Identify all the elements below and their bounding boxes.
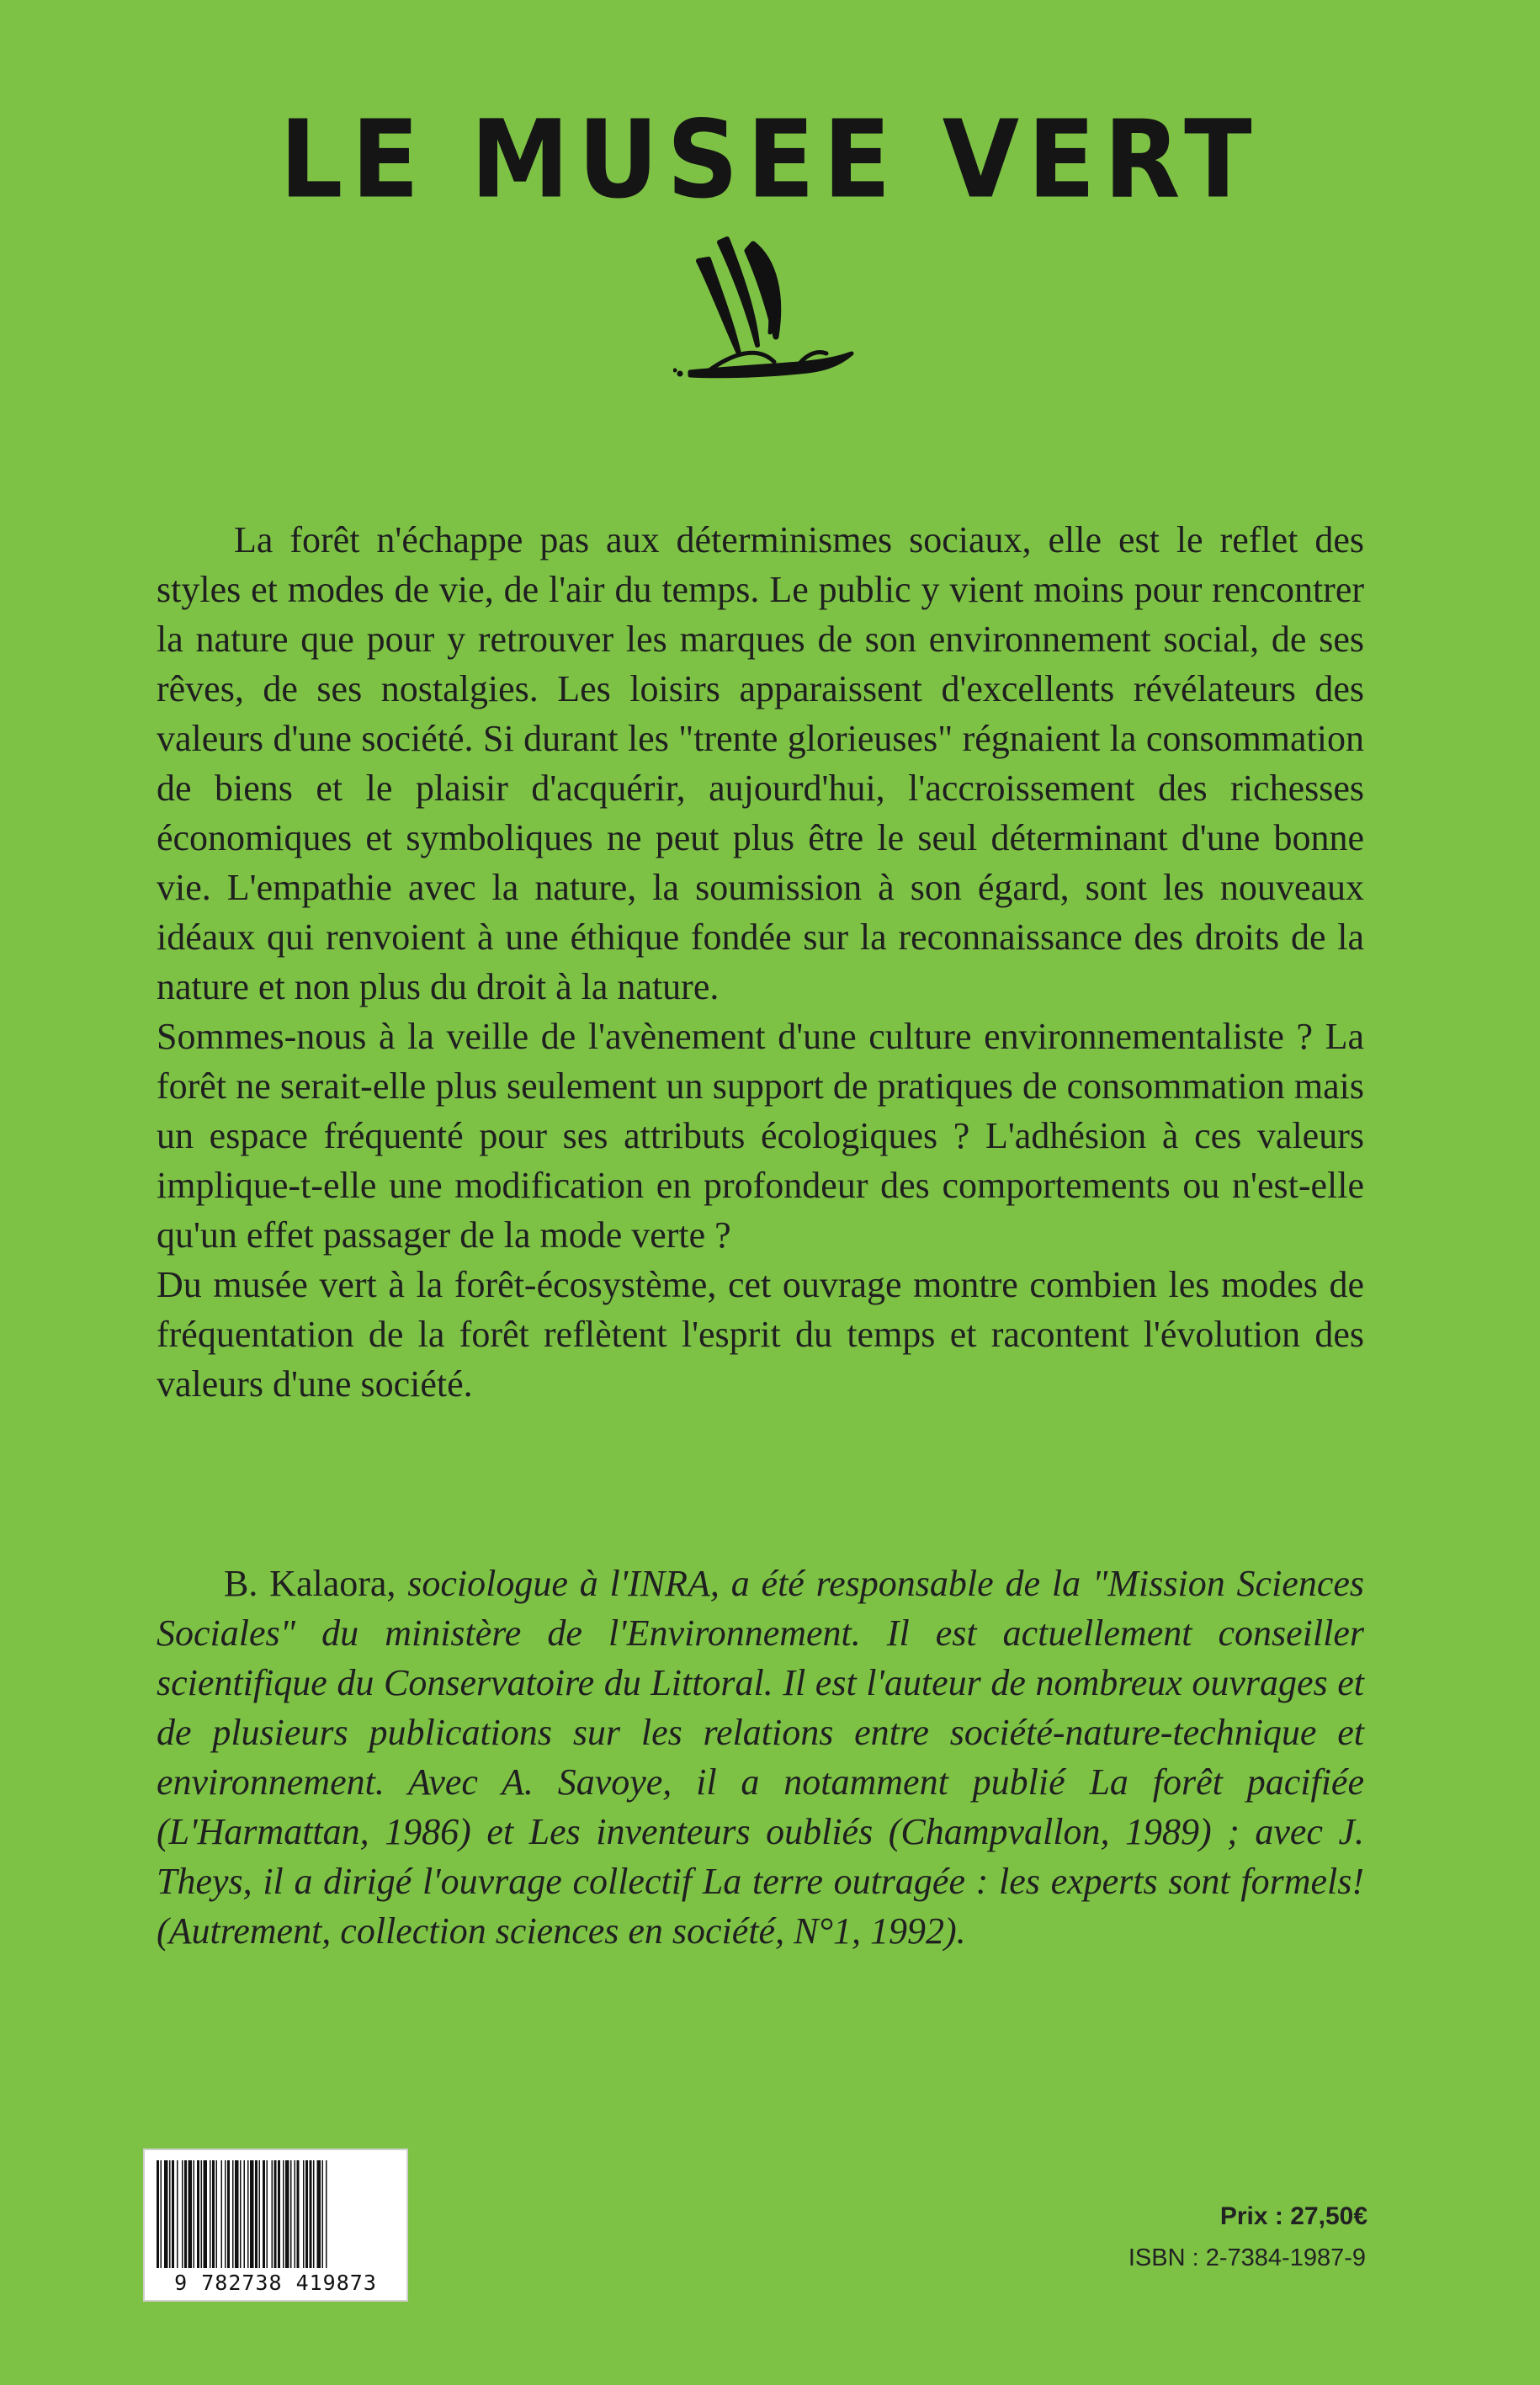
summary-paragraph-1: La forêt n'échappe pas aux déterminismes sociaux, elle est le reflet des styles et modes de vie, de l'air du temps. Le public y vient moins pour rencontrer la nature que pour y retrouver les marques de son environnement social, de ses rêves, de ses nostalgies. Les loisirs apparaissent d'excellents révélateurs des valeurs d'une société. Si durant les "trente glorieuses" régnaient la consommation de biens et le plaisir d'acquérir, aujourd'hui, l'accroissement des richesses économiques et symboliques ne peut plus être le seul déterminant d'une bonne vie. L'empathie avec la nature, la soumission à son égard, sont les nouveaux idéaux qui renvoient à une éthique fondée sur la reconnaissance des droits de la nature et non plus du droit à la nature. xyxy=(157,519,1364,1007)
barcode-bar xyxy=(263,2160,265,2268)
barcode-bar xyxy=(313,2160,315,2268)
barcode-bar xyxy=(212,2160,215,2268)
barcode-bar xyxy=(227,2160,230,2268)
barcode-bar xyxy=(197,2160,199,2268)
barcode-bar xyxy=(274,2160,277,2268)
barcode-bar xyxy=(283,2160,284,2268)
barcode-bar xyxy=(221,2160,223,2268)
bird-logo-icon xyxy=(673,227,858,387)
barcode-bar xyxy=(267,2160,268,2268)
barcode-bar xyxy=(225,2160,226,2268)
barcode-bar xyxy=(216,2160,218,2268)
barcode-bar xyxy=(169,2160,171,2268)
barcode-bar xyxy=(322,2160,324,2268)
barcode-bar xyxy=(259,2160,261,2268)
book-title: LE MUSEE VERT xyxy=(279,96,1261,222)
barcode-bar xyxy=(250,2160,254,2268)
barcode-bar xyxy=(317,2160,321,2268)
barcode-bar xyxy=(290,2160,292,2268)
summary-paragraph-3: Du musée vert à la forêt-écosystème, cet ouvrage montre combien les modes de fréquentation de la forêt reflètent l'esprit du temps et racontent l'évolution des valeurs d'une société. xyxy=(157,1264,1364,1405)
barcode xyxy=(143,2149,408,2302)
barcode-bar xyxy=(164,2160,168,2268)
barcode-bar xyxy=(305,2160,308,2268)
barcode-bar xyxy=(310,2160,312,2268)
barcode-bar xyxy=(157,2160,159,2268)
barcode-bar xyxy=(184,2160,187,2268)
barcode-bar xyxy=(177,2160,178,2268)
barcode-bar xyxy=(161,2160,162,2268)
barcode-bar xyxy=(232,2160,234,2268)
barcode-bar xyxy=(272,2160,273,2268)
barcode-bar xyxy=(172,2160,174,2268)
barcode-bar xyxy=(326,2160,327,2268)
price-label: Prix : 27,50€ xyxy=(1219,2202,1367,2230)
summary-text xyxy=(157,515,1364,1409)
barcode-bar xyxy=(210,2160,211,2268)
barcode-bar xyxy=(194,2160,195,2268)
barcode-bar xyxy=(285,2160,289,2268)
barcode-bar xyxy=(295,2160,296,2268)
barcode-bar xyxy=(201,2160,203,2268)
summary-paragraph-2: Sommes-nous à la veille de l'avènement d'une culture environnementaliste ? La forêt ne serait-elle plus seulement un support de pratiques de consommation mais un espace fréquenté pour ses attributs écologiques ? L'adhésion à ces valeurs implique-t-elle une modification en profondeur des comportements ou n'est-elle qu'un effet passager de la mode verte ? xyxy=(157,1016,1364,1256)
barcode-bar xyxy=(182,2160,183,2268)
barcode-digits: 9 782738 419873 xyxy=(174,2271,377,2295)
isbn-label: ISBN : 2-7384-1987-9 xyxy=(1128,2244,1366,2271)
barcode-bar xyxy=(297,2160,300,2268)
barcode-bar xyxy=(189,2160,193,2268)
author-bio xyxy=(157,1559,1364,1956)
barcode-bar xyxy=(235,2160,239,2268)
barcode-icon xyxy=(153,2160,398,2268)
author-name: B. Kalaora, xyxy=(224,1563,396,1604)
barcode-bar xyxy=(204,2160,208,2268)
barcode-bar xyxy=(240,2160,242,2268)
barcode-bar xyxy=(303,2160,305,2268)
author-bio-text: sociologue à l'INRA, a été responsable de la "Mission Sciences Sociales" du ministère de l'Environnement. Il est actuellement conseiller scientifique du Conservatoire du Littoral. Il est l'auteur de nombreux ouvrages et de plusieurs publications sur les relations entre société-nature-technique et environnement. Avec A. Savoye, il a notamment publié La forêt pacifiée (L'Harmattan, 1986) et Les inventeurs oubliés (Champvallon, 1989) ; avec J. Theys, il a dirigé l'ouvrage collectif La terre outragée : les experts sont formels! (Autrement, collection sciences en société, N°1, 1992). xyxy=(157,1563,1365,1952)
barcode-bar xyxy=(247,2160,249,2268)
barcode-bar xyxy=(278,2160,280,2268)
barcode-bar xyxy=(255,2160,258,2268)
barcode-bar xyxy=(244,2160,246,2268)
